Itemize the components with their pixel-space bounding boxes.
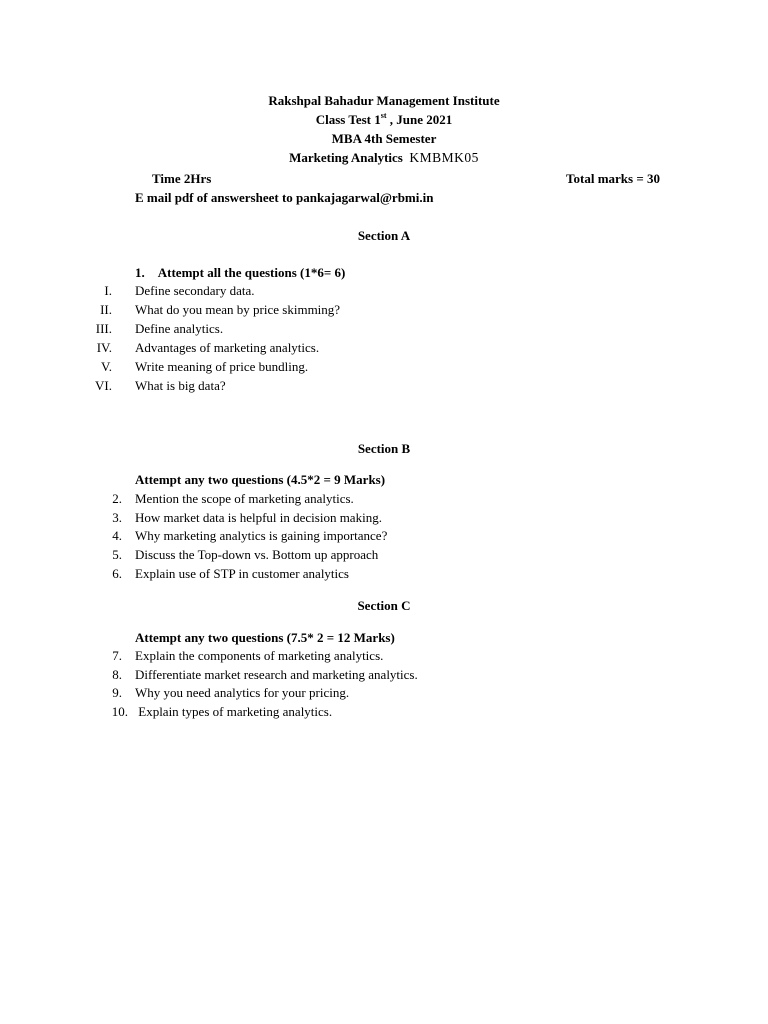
section-a-title: Section A bbox=[357, 228, 411, 243]
total-marks: Total marks = 30 bbox=[566, 171, 660, 186]
question-number: 9. bbox=[112, 685, 122, 700]
section-c-instruction: Attempt any two questions (7.5* 2 = 12 Marks) bbox=[135, 630, 395, 645]
time-allowed: Time 2Hrs bbox=[152, 171, 212, 186]
question-row bbox=[0, 490, 768, 509]
question-row bbox=[0, 527, 768, 546]
question-text: Mention the scope of marketing analytics. bbox=[135, 491, 354, 506]
question-number: 2. bbox=[112, 491, 122, 506]
question-number: IV. bbox=[96, 340, 112, 355]
section-c-title: Section C bbox=[357, 598, 411, 613]
question-row bbox=[0, 320, 768, 339]
question-text: Define analytics. bbox=[135, 321, 224, 336]
question-row bbox=[0, 509, 768, 528]
question-row bbox=[0, 647, 768, 666]
question-number: 8. bbox=[112, 667, 122, 682]
test-line bbox=[0, 111, 768, 128]
question-number: 7. bbox=[112, 648, 122, 663]
question-text: How market data is helpful in decision making. bbox=[135, 510, 382, 525]
question-number: 5. bbox=[112, 547, 122, 562]
question-text: Advantages of marketing analytics. bbox=[135, 340, 320, 355]
section-b-instruction: Attempt any two questions (4.5*2 = 9 Marks) bbox=[135, 472, 386, 487]
test-suffix: , June 2021 bbox=[386, 112, 453, 127]
question-text: Explain the components of marketing analytics. bbox=[135, 648, 384, 663]
subject-line bbox=[0, 149, 768, 166]
section-b-title: Section B bbox=[357, 441, 411, 456]
question-row bbox=[0, 703, 768, 722]
question-number: V. bbox=[101, 359, 112, 374]
test-prefix: Class Test 1 bbox=[315, 112, 381, 127]
email-note: E mail pdf of answersheet to pankajagarwal@rbmi.in bbox=[135, 190, 434, 205]
question-text: Explain use of STP in customer analytics bbox=[135, 566, 349, 581]
question-row bbox=[0, 546, 768, 565]
question-text: What is big data? bbox=[135, 378, 226, 393]
question-row bbox=[0, 282, 768, 301]
question-row bbox=[0, 339, 768, 358]
question-row bbox=[0, 377, 768, 396]
question-text: Why you need analytics for your pricing. bbox=[135, 685, 350, 700]
question-number: VI. bbox=[95, 378, 112, 393]
test-sup: st bbox=[380, 110, 387, 120]
subject-name: Marketing Analytics bbox=[289, 150, 403, 165]
question-number: 3. bbox=[112, 510, 122, 525]
instruction-number: 1. bbox=[135, 265, 145, 280]
question-row bbox=[0, 301, 768, 320]
question-text: Write meaning of price bundling. bbox=[135, 359, 309, 374]
question-number: III. bbox=[95, 321, 112, 336]
question-text: Differentiate market research and marketing analytics. bbox=[135, 667, 418, 682]
section-a-instruction bbox=[135, 264, 345, 281]
question-text: Discuss the Top-down vs. Bottom up approach bbox=[135, 547, 379, 562]
question-number: 10. bbox=[111, 704, 128, 719]
question-text: What do you mean by price skimming? bbox=[135, 302, 341, 317]
question-number: II. bbox=[100, 302, 112, 317]
course-code: KMBMK05 bbox=[409, 150, 479, 165]
question-row bbox=[0, 358, 768, 377]
institute-name: Rakshpal Bahadur Management Institute bbox=[268, 93, 500, 108]
question-text: Explain types of marketing analytics. bbox=[135, 704, 333, 719]
question-number: 4. bbox=[112, 528, 122, 543]
question-text: Define secondary data. bbox=[135, 283, 255, 298]
question-number: I. bbox=[104, 283, 112, 298]
semester: MBA 4th Semester bbox=[331, 131, 437, 146]
instruction-text: Attempt all the questions (1*6= 6) bbox=[157, 265, 346, 280]
question-number: 6. bbox=[112, 566, 122, 581]
question-row bbox=[0, 666, 768, 685]
question-text: Why marketing analytics is gaining importance? bbox=[135, 528, 388, 543]
question-row bbox=[0, 565, 768, 584]
question-row bbox=[0, 684, 768, 703]
